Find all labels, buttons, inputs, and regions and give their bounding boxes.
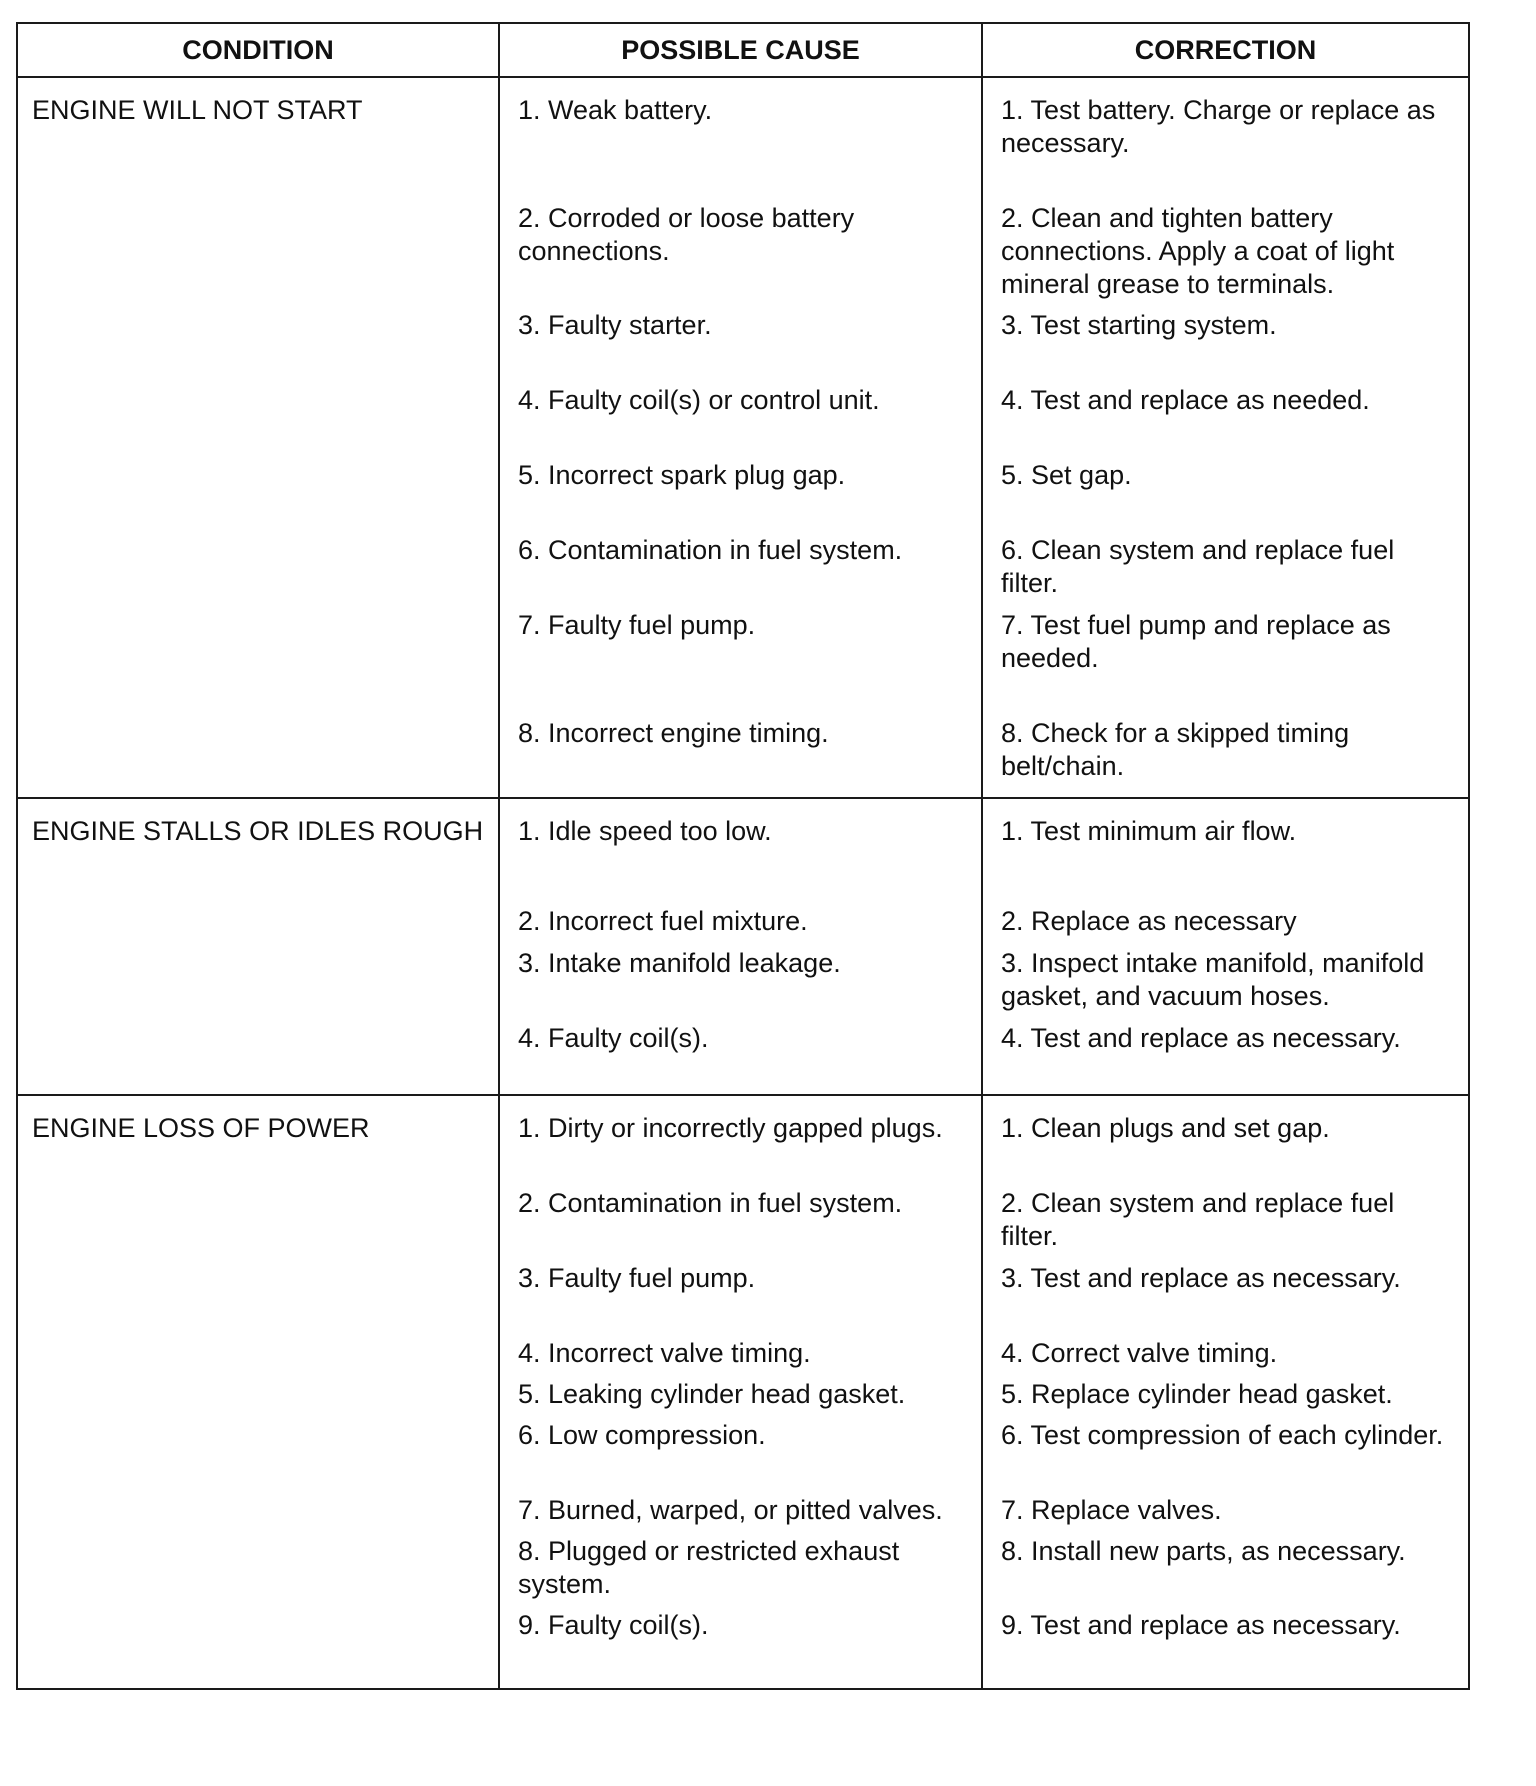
correction-item: 2. Replace as necessary	[1001, 906, 1297, 936]
cause-cell	[499, 798, 982, 1095]
correction-item: 3. Test and replace as necessary.	[1001, 1263, 1401, 1293]
correction-item: 6. Clean system and replace fuel filter.	[1001, 535, 1395, 598]
section-row	[17, 1095, 1469, 1689]
correction-item: 9. Test and replace as necessary.	[1001, 1610, 1401, 1640]
cause-item: 5. Leaking cylinder head gasket.	[518, 1379, 906, 1409]
correction-item: 2. Clean and tighten battery connections. Apply a coat of light mineral grease to terminals.	[1001, 203, 1395, 299]
cause-item: 6. Low compression.	[518, 1420, 766, 1450]
condition-label: ENGINE STALLS OR IDLES ROUGH	[32, 816, 484, 846]
correction-header: CORRECTION	[982, 23, 1469, 77]
correction-item: 8. Install new parts, as necessary.	[1001, 1536, 1406, 1566]
correction-item: 2. Clean system and replace fuel filter.	[1001, 1188, 1395, 1251]
correction-cell	[982, 77, 1469, 798]
cause-cell	[499, 77, 982, 798]
cause-item: 8. Incorrect engine timing.	[518, 718, 829, 748]
cause-item: 1. Dirty or incorrectly gapped plugs.	[518, 1113, 943, 1143]
cause-item: 3. Faulty starter.	[518, 310, 712, 340]
correction-item: 6. Test compression of each cylinder.	[1001, 1420, 1444, 1450]
diagnosis-table	[16, 22, 1470, 1690]
correction-item: 7. Replace valves.	[1001, 1495, 1222, 1525]
correction-item: 5. Set gap.	[1001, 460, 1132, 490]
correction-item: 3. Inspect intake manifold, manifold gasket, and vacuum hoses.	[1001, 948, 1425, 1011]
condition-header: CONDITION	[17, 23, 499, 77]
cause-item: 2. Incorrect fuel mixture.	[518, 906, 808, 936]
cause-item: 4. Incorrect valve timing.	[518, 1338, 811, 1368]
correction-cell	[982, 1095, 1469, 1689]
condition-label: ENGINE LOSS OF POWER	[32, 1113, 370, 1143]
cause-item: 3. Faulty fuel pump.	[518, 1263, 756, 1293]
possible-cause-header: POSSIBLE CAUSE	[499, 23, 982, 77]
cause-item: 2. Contamination in fuel system.	[518, 1188, 903, 1218]
cause-item: 4. Faulty coil(s).	[518, 1023, 709, 1053]
correction-item: 5. Replace cylinder head gasket.	[1001, 1379, 1393, 1409]
correction-item: 1. Test minimum air flow.	[1001, 816, 1297, 846]
correction-item: 3. Test starting system.	[1001, 310, 1277, 340]
cause-item: 5. Incorrect spark plug gap.	[518, 460, 846, 490]
cause-item: 7. Burned, warped, or pitted valves.	[518, 1495, 943, 1525]
correction-item: 4. Test and replace as necessary.	[1001, 1023, 1401, 1053]
header-row	[17, 23, 1469, 77]
cause-item: 1. Idle speed too low.	[518, 816, 772, 846]
cause-item: 7. Faulty fuel pump.	[518, 610, 756, 640]
condition-label: ENGINE WILL NOT START	[32, 95, 363, 125]
correction-item: 1. Test battery. Charge or replace as necessary.	[1001, 95, 1436, 158]
cause-item: 4. Faulty coil(s) or control unit.	[518, 385, 880, 415]
condition-cell	[17, 77, 499, 798]
correction-item: 4. Test and replace as needed.	[1001, 385, 1370, 415]
correction-item: 1. Clean plugs and set gap.	[1001, 1113, 1330, 1143]
correction-item: 7. Test fuel pump and replace as needed.	[1001, 610, 1391, 673]
cause-item: 9. Faulty coil(s).	[518, 1610, 709, 1640]
correction-item: 4. Correct valve timing.	[1001, 1338, 1278, 1368]
condition-cell	[17, 1095, 499, 1689]
correction-item: 8. Check for a skipped timing belt/chain.	[1001, 718, 1350, 781]
cause-item: 2. Corroded or loose battery connections.	[518, 203, 855, 266]
cause-item: 8. Plugged or restricted exhaust system.	[518, 1536, 900, 1599]
cause-item: 1. Weak battery.	[518, 95, 713, 125]
condition-cell	[17, 798, 499, 1095]
section-row	[17, 77, 1469, 798]
cause-cell	[499, 1095, 982, 1689]
cause-item: 6. Contamination in fuel system.	[518, 535, 903, 565]
section-row	[17, 798, 1469, 1095]
correction-cell	[982, 798, 1469, 1095]
cause-item: 3. Intake manifold leakage.	[518, 948, 841, 978]
